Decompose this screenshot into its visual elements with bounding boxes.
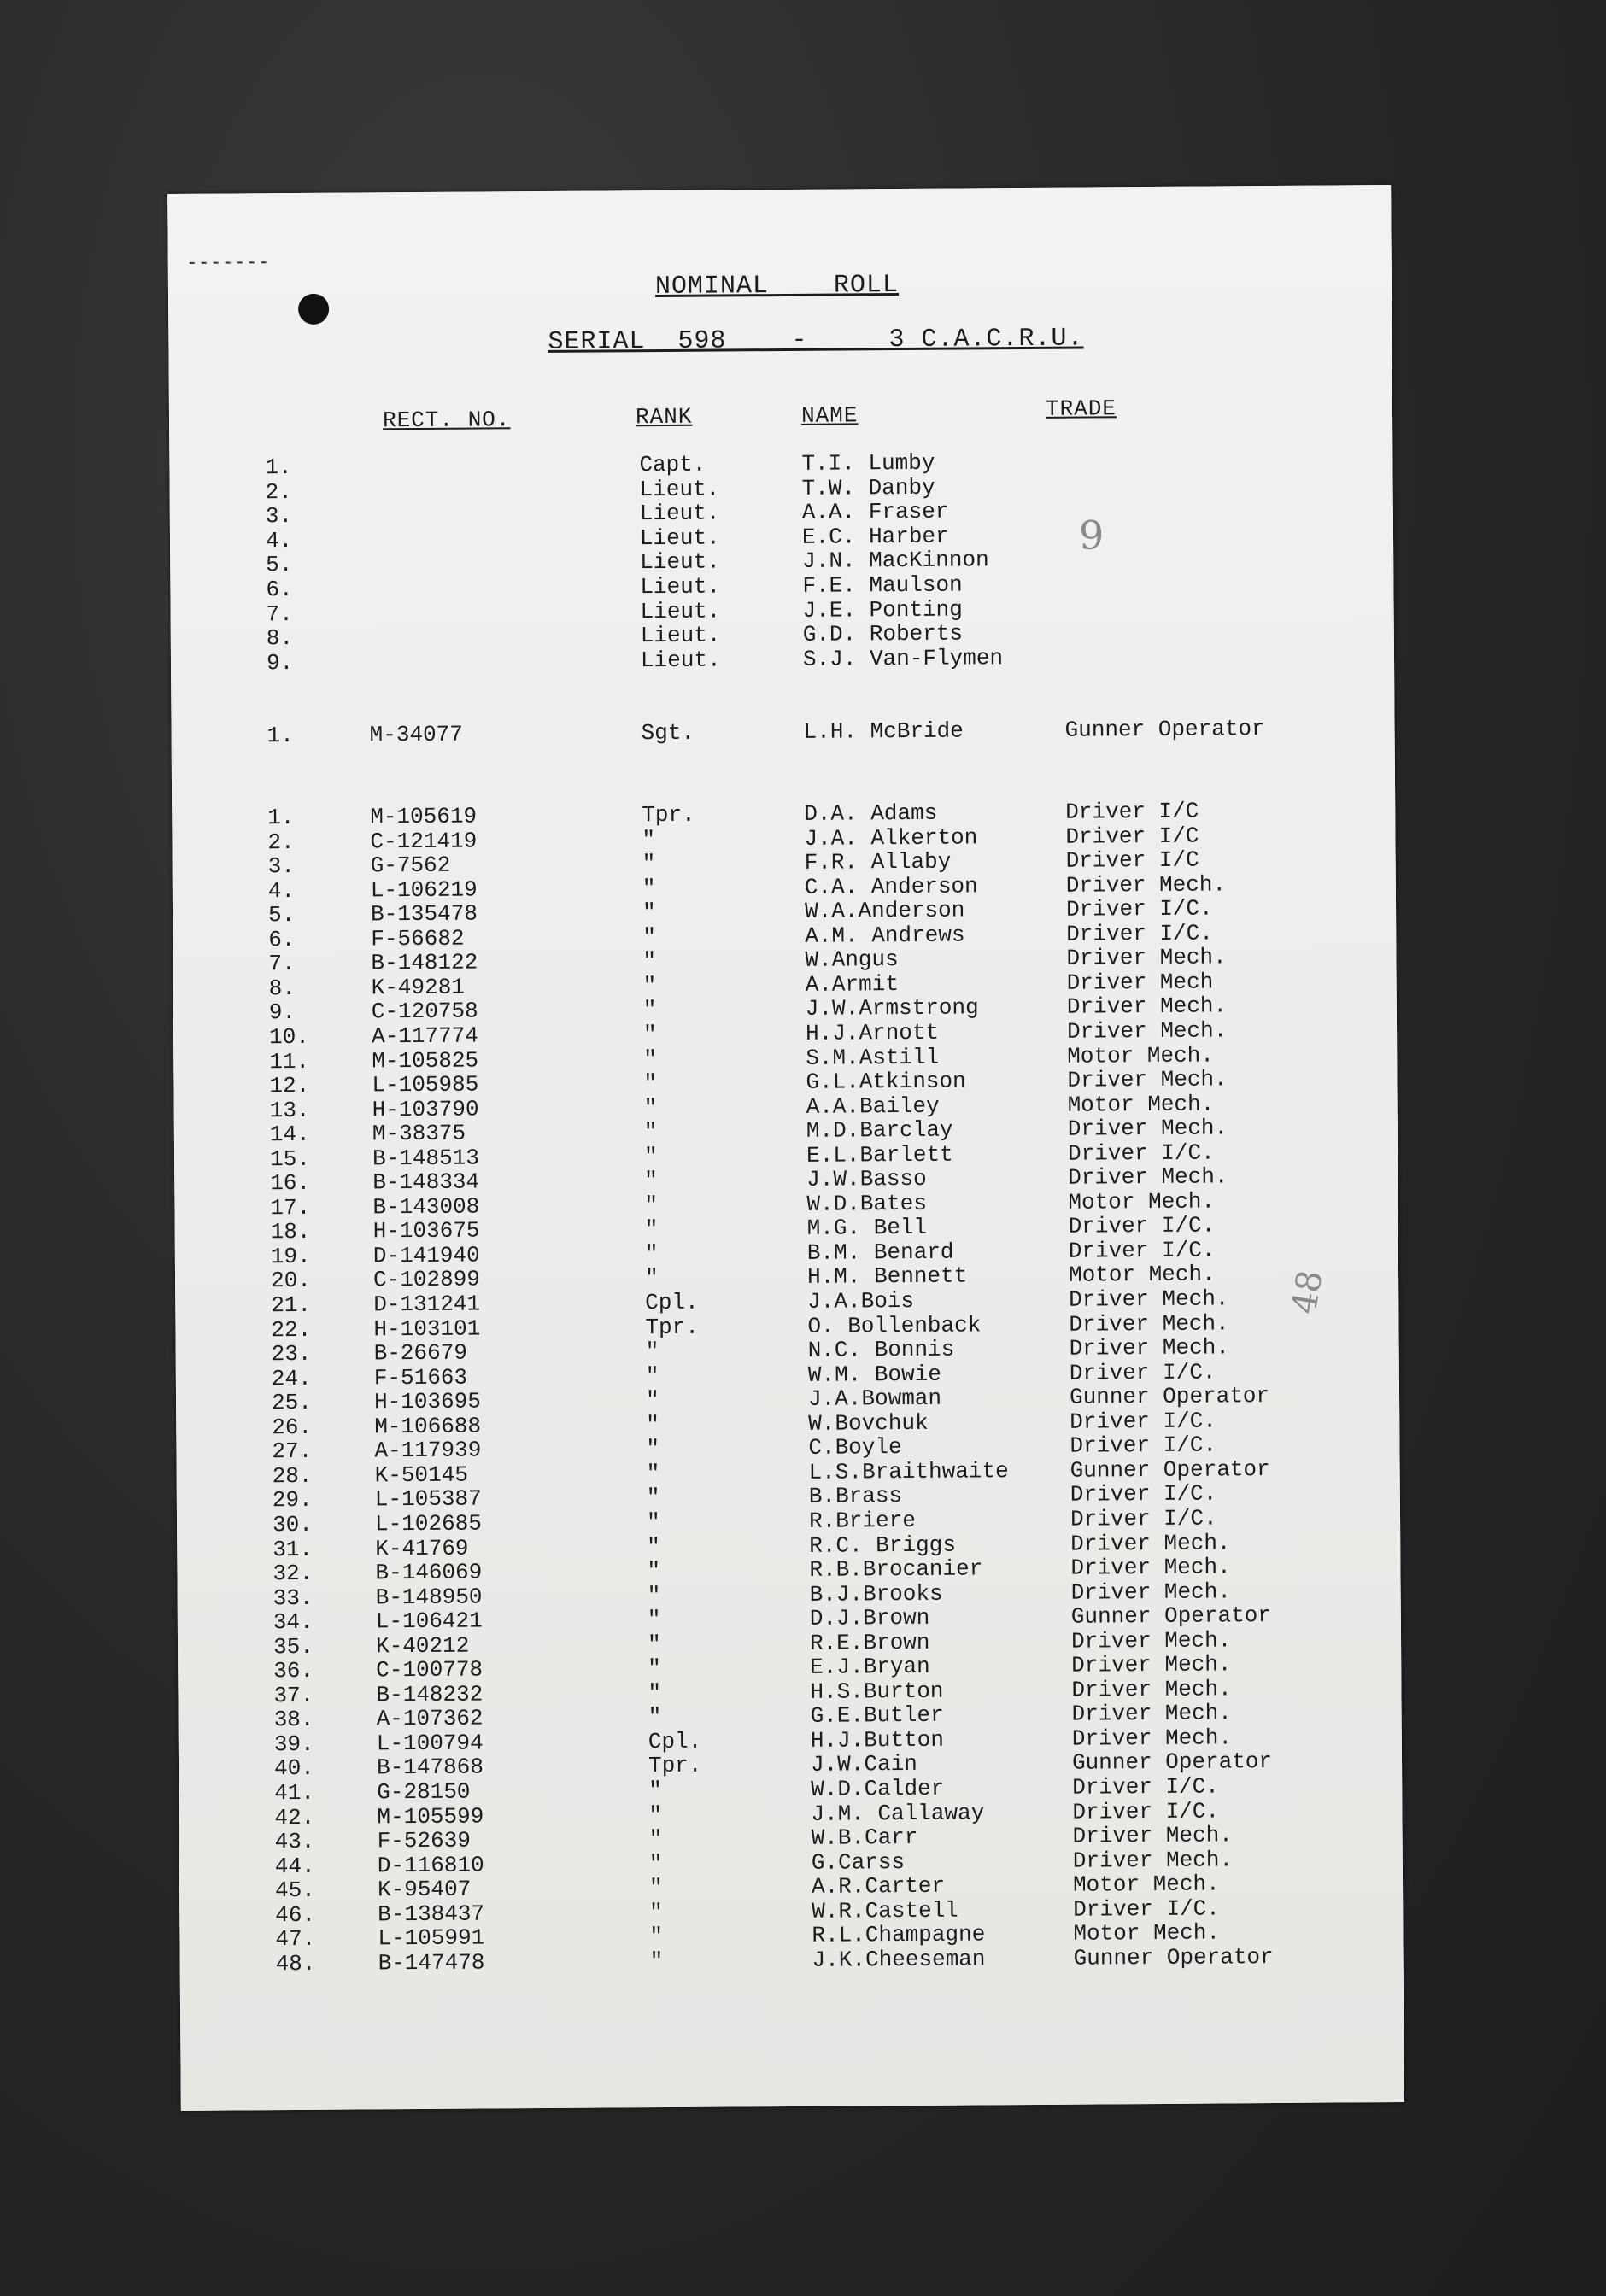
row-number: 21. (271, 1292, 312, 1319)
regimental-number: B-148950 (375, 1584, 483, 1610)
trade: Driver I/C. (1067, 1139, 1215, 1167)
regimental-number: K-40212 (375, 1632, 470, 1660)
rank: Lieut. (639, 476, 720, 502)
rank: Lieut. (639, 524, 720, 551)
name: W.Angus (805, 946, 899, 974)
rank: " (648, 1679, 662, 1706)
name: N.C. Bonnis (807, 1336, 955, 1363)
row-number: 36. (273, 1658, 314, 1684)
trade: Driver Mech. (1070, 1529, 1231, 1557)
trade: Driver I/C. (1070, 1432, 1217, 1459)
name: C.A. Anderson (804, 873, 978, 900)
regimental-number: M-106688 (374, 1413, 482, 1440)
row-number: 15. (269, 1145, 310, 1172)
row-number: 28. (272, 1462, 313, 1490)
regimental-number: B-138437 (378, 1901, 485, 1928)
row-number: 3. (267, 853, 296, 880)
rank: Tpr. (648, 1753, 702, 1779)
trade: Driver Mech. (1067, 1115, 1228, 1142)
name: B.M. Benard (806, 1239, 954, 1266)
col-header-regt: RECT. NO. (382, 407, 511, 434)
row-number: 9. (268, 999, 296, 1026)
name: J.W.Basso (806, 1166, 927, 1193)
trade: Driver I/C. (1069, 1359, 1216, 1386)
trade: Driver Mech. (1070, 1554, 1231, 1581)
name: J.M. Callaway (811, 1799, 985, 1827)
regimental-number: L-100794 (376, 1730, 484, 1757)
rank: Lieut. (640, 647, 721, 673)
name: L.H. McBride (803, 718, 964, 745)
rank: " (647, 1607, 661, 1633)
trade: Driver Mech. (1067, 1066, 1228, 1093)
rank: Lieut. (640, 598, 721, 624)
name: J.A.Bois (807, 1287, 915, 1315)
trade: Motor Mech. (1068, 1261, 1216, 1289)
name: J.W.Cain (810, 1751, 917, 1778)
row-number: 18. (270, 1219, 311, 1245)
rank: " (646, 1436, 660, 1462)
rank: " (647, 1631, 661, 1657)
regimental-number: C-121419 (370, 828, 478, 854)
serial-line: SERIAL 598 - 3 C.A.C.R.U. (548, 324, 1084, 357)
rank: " (642, 923, 656, 950)
rank: " (642, 972, 657, 999)
name: M.D.Barclay (806, 1116, 953, 1144)
row-number: 39. (273, 1731, 314, 1758)
regimental-number: L-106421 (375, 1608, 483, 1635)
row-number: 8. (268, 975, 296, 1002)
row-number: 2. (267, 829, 295, 855)
rank: " (648, 1778, 662, 1804)
regimental-number: A-107362 (376, 1705, 484, 1732)
regimental-number: H-103675 (372, 1217, 480, 1245)
trade: Driver I/C. (1070, 1505, 1217, 1532)
name: E.C. Harber (801, 523, 949, 550)
rank: Lieut. (640, 573, 721, 600)
row-number: 38. (273, 1707, 314, 1733)
pencil-mark-9: 9 (1078, 512, 1105, 559)
rank: " (642, 875, 656, 901)
trade: Driver Mech. (1072, 1822, 1233, 1849)
name: W.D.Bates (806, 1190, 927, 1217)
row-number: 45. (274, 1877, 315, 1904)
name: J.A.Bowman (807, 1385, 942, 1413)
rank: " (646, 1411, 659, 1438)
row-number: 23. (271, 1340, 312, 1368)
row-number: 44. (274, 1853, 315, 1879)
row-number: 34. (273, 1609, 314, 1636)
regimental-number: H-103695 (373, 1388, 481, 1415)
row-number: 30. (272, 1511, 313, 1538)
rank: " (643, 1046, 657, 1072)
row-number: 5. (267, 902, 296, 928)
name: D.J.Brown (809, 1604, 930, 1631)
trade: Driver Mech. (1072, 1847, 1234, 1874)
row-number: 6. (266, 577, 293, 603)
regimental-number: L-105991 (378, 1924, 485, 1952)
row-number: 32. (273, 1560, 314, 1587)
trade: Driver Mech. (1069, 1334, 1229, 1362)
trade: Gunner Operator (1069, 1383, 1270, 1410)
regimental-number: L-105985 (372, 1071, 479, 1098)
rank: Cpl. (648, 1728, 702, 1755)
name: W.R.Castell (812, 1897, 958, 1924)
row-number: 33. (273, 1584, 314, 1611)
regimental-number: B-146069 (375, 1559, 483, 1586)
regimental-number: B-26679 (373, 1339, 467, 1367)
row-number: 43. (274, 1828, 315, 1855)
trade: Driver I/C. (1068, 1212, 1216, 1240)
rank: " (642, 851, 656, 877)
row-number: 2. (265, 478, 292, 505)
rank: " (644, 1192, 659, 1218)
name: H.S.Burton (810, 1678, 944, 1705)
name: W.D.Calder (811, 1775, 945, 1802)
name: R.Briere (808, 1507, 916, 1534)
name: M.G. Bell (806, 1215, 928, 1242)
row-number: 31. (273, 1536, 314, 1562)
document-title: NOMINAL ROLL (654, 271, 900, 302)
trade: Driver I/C. (1065, 895, 1213, 922)
row-number: 29. (272, 1487, 313, 1514)
trade: Motor Mech. (1067, 1091, 1215, 1118)
trade: Gunner Operator (1071, 1748, 1273, 1777)
rank: " (647, 1558, 661, 1584)
col-header-trade: TRADE (1045, 395, 1117, 422)
name: W.A.Anderson (804, 897, 965, 925)
edge-mark (190, 261, 267, 264)
row-number: 10. (268, 1023, 309, 1051)
name: E.L.Barlett (806, 1141, 953, 1168)
name: B.J.Brooks (809, 1580, 943, 1608)
rank: " (642, 948, 657, 975)
trade: Driver I/C. (1070, 1480, 1217, 1508)
name: C.Boyle (808, 1434, 902, 1461)
col-header-rank: RANK (635, 403, 693, 430)
row-number: 12. (269, 1072, 310, 1099)
name: A.R.Carter (811, 1872, 946, 1900)
row-number: 1. (267, 723, 294, 749)
name: R.B.Brocanier (809, 1555, 983, 1583)
trade: Driver Mech. (1066, 1017, 1228, 1045)
name: G.D. Roberts (802, 620, 964, 648)
row-number: 19. (270, 1243, 311, 1270)
row-number: 13. (269, 1097, 310, 1123)
row-number: 16. (270, 1170, 311, 1197)
trade: Motor Mech. (1072, 1871, 1220, 1898)
row-number: 11. (269, 1048, 310, 1075)
regimental-number: M-105619 (370, 803, 478, 830)
row-number: 41. (274, 1779, 315, 1807)
regimental-number: C-100778 (376, 1656, 484, 1684)
trade: Driver Mech. (1065, 871, 1227, 899)
row-number: 47. (275, 1926, 316, 1953)
name: O. Bollenback (807, 1311, 982, 1339)
name: A.A. Fraser (801, 498, 949, 526)
name: R.L.Champagne (812, 1921, 986, 1949)
row-number: 9. (266, 649, 294, 676)
rank: " (647, 1582, 661, 1608)
rank: " (648, 1850, 663, 1877)
rank: " (642, 1021, 657, 1048)
regimental-number: A-117774 (371, 1022, 479, 1050)
regimental-number: K-50145 (374, 1461, 468, 1489)
rank: " (643, 1070, 658, 1097)
row-number: 5. (266, 552, 293, 578)
rank: " (643, 1119, 658, 1145)
rank: " (646, 1485, 660, 1511)
row-number: 37. (273, 1682, 314, 1708)
regimental-number: H-103101 (373, 1315, 481, 1342)
row-number: 27. (272, 1438, 313, 1465)
name: E.J.Bryan (810, 1654, 930, 1681)
trade: Driver Mech. (1071, 1651, 1232, 1678)
rank: " (645, 1338, 659, 1365)
trade: Motor Mech. (1073, 1919, 1221, 1947)
name: L.S.Braithwaite (808, 1458, 1009, 1485)
rank: " (645, 1362, 659, 1389)
regimental-number: G-7562 (370, 852, 451, 879)
rank: " (649, 1948, 664, 1974)
name: W.Bovchuk (808, 1409, 929, 1437)
rank: " (649, 1924, 664, 1950)
regimental-number: B-148513 (372, 1145, 480, 1172)
row-number: 42. (274, 1804, 315, 1830)
name: J.E. Ponting (802, 596, 963, 624)
regimental-number: F-52639 (377, 1827, 471, 1854)
row-number: 20. (270, 1268, 311, 1294)
regimental-number: A-117939 (374, 1437, 482, 1464)
regimental-number: M-105599 (377, 1803, 484, 1830)
col-header-name: NAME (800, 402, 859, 429)
row-number: 1. (267, 805, 295, 831)
name: T.W. Danby (801, 474, 935, 501)
regimental-number: K-95407 (377, 1876, 472, 1903)
name: A.Armit (805, 970, 899, 998)
trade: Driver I/C. (1072, 1773, 1219, 1801)
regimental-number: G-28150 (377, 1778, 471, 1806)
name: R.C. Briggs (809, 1532, 956, 1559)
rank: " (648, 1875, 663, 1901)
pencil-mark-48: 48 (1284, 1267, 1331, 1317)
trade: Driver Mech. (1068, 1163, 1228, 1191)
name: J.K.Cheeseman (812, 1946, 986, 1973)
name: G.E.Butler (810, 1702, 944, 1730)
regimental-number: M-105825 (372, 1047, 479, 1074)
rank: Sgt. (641, 719, 695, 747)
rank: Capt. (639, 451, 706, 478)
rank: " (648, 1826, 663, 1853)
name: F.E. Maulson (802, 571, 963, 599)
rank: " (649, 1899, 663, 1925)
regimental-number: H-103790 (372, 1096, 479, 1122)
row-number: 8. (266, 625, 294, 652)
trade: Driver I/C (1065, 823, 1199, 850)
trade: Gunner Operator (1064, 716, 1265, 743)
name: D.A. Adams (804, 800, 938, 827)
regimental-number: L-102685 (374, 1510, 482, 1538)
row-number: 4. (267, 877, 296, 904)
regimental-number: D-131241 (373, 1291, 481, 1318)
trade: Driver Mech. (1066, 993, 1228, 1021)
trade: Driver I/C. (1072, 1798, 1220, 1825)
roll-row (172, 715, 1395, 749)
name: J.N. MacKinnon (802, 547, 989, 575)
regimental-number: B-135478 (370, 900, 478, 928)
rank: Tpr. (645, 1314, 699, 1340)
rank: " (645, 1387, 659, 1414)
rank: Cpl. (645, 1289, 699, 1316)
name: J.A. Alkerton (804, 823, 978, 852)
name: A.A.Bailey (806, 1092, 940, 1120)
trade: Driver I/C. (1068, 1237, 1216, 1264)
regimental-number: F-56682 (371, 925, 465, 952)
trade: Driver Mech. (1070, 1578, 1231, 1606)
name: W.M. Bowie (807, 1361, 941, 1388)
trade: Motor Mech. (1067, 1042, 1214, 1069)
regimental-number: B-143008 (372, 1193, 480, 1221)
regimental-number: L-106219 (370, 876, 478, 904)
trade: Gunner Operator (1070, 1456, 1270, 1484)
trade: Gunner Operator (1070, 1602, 1271, 1630)
regimental-number: K-41769 (375, 1535, 469, 1561)
rank: " (646, 1460, 660, 1486)
rank: " (642, 997, 657, 1023)
trade: Driver Mech. (1071, 1700, 1232, 1728)
row-number: 22. (271, 1316, 312, 1343)
name: S.J. Van-Flymen (802, 645, 1004, 672)
regimental-number: D-116810 (377, 1852, 484, 1878)
name: R.E.Brown (809, 1629, 930, 1656)
row-number: 26. (272, 1414, 313, 1440)
regimental-number: K-49281 (371, 974, 465, 1001)
name: F.R. Allaby (804, 848, 952, 876)
trade: Driver I/C. (1070, 1408, 1216, 1435)
row-number: 35. (273, 1633, 314, 1660)
rank: Lieut. (639, 500, 720, 527)
trade: Driver I/C (1065, 846, 1199, 874)
rank: " (647, 1533, 660, 1560)
regimental-number: B-147868 (376, 1754, 484, 1781)
row-number: 3. (265, 503, 293, 530)
trade: Driver Mech. (1070, 1627, 1232, 1655)
row-number: 7. (266, 600, 293, 627)
rank: " (642, 826, 656, 852)
row-number: 25. (271, 1390, 312, 1416)
name: T.I. Lumby (801, 449, 935, 477)
regimental-number: M-34077 (369, 721, 463, 748)
trade: Driver I/C. (1073, 1895, 1220, 1923)
name: W.B.Carr (811, 1824, 918, 1851)
regimental-number: B-148232 (376, 1681, 484, 1708)
rank: Tpr. (642, 801, 695, 829)
row-number: 24. (271, 1365, 312, 1391)
regimental-number: D-141940 (372, 1242, 480, 1269)
rank: " (648, 1655, 661, 1682)
regimental-number: L-105387 (374, 1485, 482, 1513)
nominal-roll-sheet (167, 185, 1404, 2111)
rank: " (643, 1094, 658, 1121)
row-number: 40. (273, 1755, 314, 1782)
rank: " (648, 1801, 663, 1828)
rank: " (644, 1265, 659, 1292)
name: A.M. Andrews (805, 922, 965, 949)
name: G.Carss (811, 1848, 906, 1876)
trade: Driver Mech. (1066, 944, 1227, 971)
rank: " (644, 1168, 658, 1194)
trade: Driver I/C (1065, 798, 1199, 825)
row-number: 6. (268, 926, 296, 952)
name: G.L.Atkinson (806, 1068, 966, 1095)
trade: Motor Mech. (1068, 1188, 1216, 1215)
row-number: 17. (270, 1194, 311, 1221)
rank: " (644, 1240, 659, 1268)
regimental-number: C-102899 (372, 1266, 480, 1293)
row-number: 14. (269, 1122, 310, 1148)
name: H.M. Bennett (806, 1262, 968, 1291)
trade: Driver I/C. (1066, 920, 1213, 947)
name: H.J.Arnott (805, 1019, 940, 1046)
rank: Lieut. (640, 622, 721, 649)
regimental-number: B-147478 (378, 1949, 485, 1977)
trade: Driver Mech. (1069, 1309, 1229, 1338)
rank: " (642, 899, 656, 926)
name: J.W.Armstrong (805, 994, 979, 1022)
row-number: 48. (275, 1950, 316, 1977)
rank: " (646, 1508, 660, 1536)
name: H.J.Button (810, 1726, 944, 1754)
row-number: 1. (265, 454, 292, 481)
regimental-number: F-51663 (373, 1364, 468, 1391)
regimental-number: M-38375 (372, 1120, 466, 1147)
row-number: 46. (275, 1901, 316, 1928)
regimental-number: B-148122 (371, 949, 478, 976)
name: B.Brass (808, 1483, 903, 1510)
trade: Driver Mech. (1071, 1676, 1232, 1703)
rank: " (644, 1216, 659, 1243)
trade: Driver Mech. (1071, 1725, 1233, 1752)
regimental-number: B-148334 (372, 1168, 480, 1196)
regimental-number: C-120758 (371, 998, 478, 1025)
rank: " (643, 1143, 658, 1169)
trade: Driver Mech. (1069, 1286, 1229, 1313)
row-number: 4. (265, 527, 293, 554)
trade: Driver Mech (1066, 969, 1214, 996)
name: S.M.Astill (806, 1044, 940, 1071)
rank: " (648, 1704, 662, 1731)
row-number: 7. (268, 951, 296, 977)
punch-hole (298, 294, 329, 325)
trade: Gunner Operator (1073, 1943, 1274, 1971)
rank: Lieut. (640, 548, 720, 576)
